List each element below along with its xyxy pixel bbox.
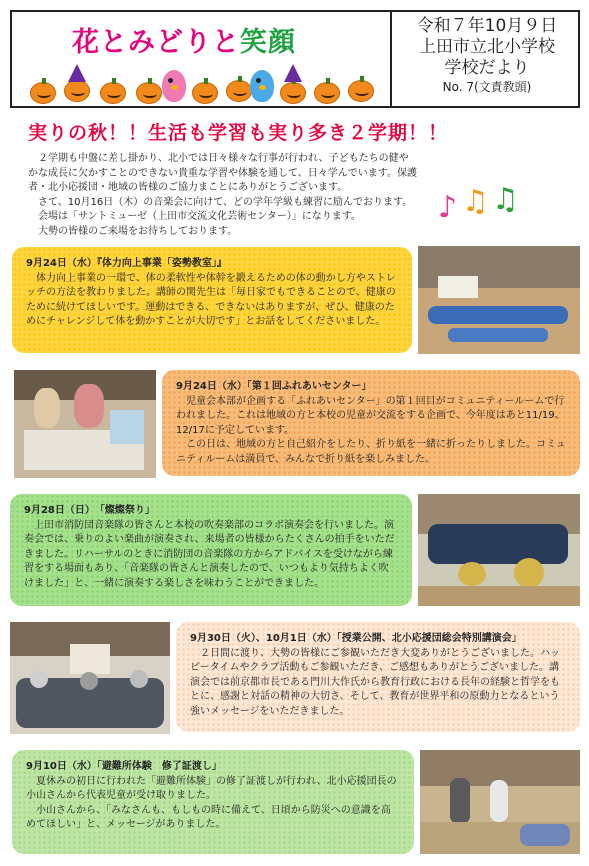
pumpkin-icon — [30, 82, 56, 104]
newsletter-subtitle: 学校だより — [444, 58, 530, 78]
photo-lecture — [10, 622, 170, 734]
witch-hat-icon — [284, 64, 302, 82]
article-body: 小山さんから、「みなさんも、もしもの時に備えて、日頃から防災への意識を高めてほしい」と、メッセージがありました。 — [26, 804, 391, 830]
pumpkin-icon — [64, 80, 90, 102]
article-sansan-festival — [10, 494, 412, 606]
masthead — [10, 10, 580, 108]
article-physical-education — [12, 247, 412, 353]
bluebird-icon — [250, 70, 274, 102]
article-body: 夏休みの初日に行われた「避難所体験」の修了証渡しが行われ、北小応援団長の小山さんから代表児童が受け取りました。 — [26, 775, 397, 801]
intro-paragraph: 大勢の皆様のご来場をお待ちしております。 — [38, 225, 238, 237]
title-part-1: 花とみどりと — [72, 27, 240, 58]
photo-fureai-center — [14, 370, 156, 478]
article-title: 9月24日（水）「第１回ふれあいセンター」 — [176, 381, 372, 392]
issue-number: No. 7(文責教頭) — [442, 80, 532, 94]
article-title: 9月28日（日） 「燦燦祭り」 — [24, 505, 155, 516]
article-body: ２日間に渡り、大勢の皆様にご参観いただき大変ありがとうございました。ハッピータイムやクラブ活動もご参観いただき、ご感想もありがとうございました。講演会では前京都市長である門川大作氏から教育行政における長年の経験と哲学をもとに、感謝と対話の精神の大切さ、そして、教育が世界平和の原動力となるという強いメッセージをいただきました。 — [190, 647, 560, 717]
pumpkin-icon — [348, 80, 374, 102]
article-shelter-certificate — [12, 750, 414, 854]
title-part-2: 笑顔 — [240, 27, 296, 58]
music-notes-icon: ♪ ♫ ♫ — [438, 182, 519, 225]
article-title: 9月24日（水）『体力向上事業「姿勢教室」』 — [26, 258, 227, 269]
intro-paragraph: ２学期も中盤に差し掛かり、北小では日々様々な行事が行われ、子どもたちの健やかな成長に欠かすことのできない貴重な学習や体験を通して、日々学んでいます。保護者・北小応援団・地域の皆様のご協力まことにありがとうございます。 — [28, 153, 417, 193]
intro-paragraph: 会場は「サントミューゼ（上田市交流文化芸術センター）」になります。 — [38, 211, 361, 222]
photo-posture-class — [418, 246, 580, 354]
article-open-class-lecture — [176, 622, 580, 732]
article-title: 9月30日（火）、10月1日（水）「授業公開、北小応援団総会特別講演会」 — [190, 633, 522, 644]
school-info — [394, 16, 580, 96]
article-body: 体力向上事業の一環で、体の柔軟性や体幹を鍛えるための体の動かし方やストレッチの方法を教わりました。講師の関先生は「毎日家でもできることので、健康のために続けてほしいです。運動はできる、できないはありますが、ぜひ、健康のためにチャレンジして体を動かすことが大切です」とお話をしてくださいました。 — [26, 272, 396, 327]
newsletter-title — [72, 20, 296, 59]
pumpkin-icon — [314, 82, 340, 104]
school-name: 上田市立北小学校 — [419, 37, 555, 57]
pumpkin-icon — [192, 82, 218, 104]
pumpkin-icon — [226, 80, 252, 102]
issue-date: 令和７年10月９日 — [416, 16, 558, 36]
witch-hat-icon — [68, 64, 86, 82]
article-fureai-center — [162, 370, 580, 476]
masthead-divider — [390, 12, 392, 108]
pumpkin-icon — [100, 82, 126, 104]
article-body: この日は、地域の方と自己紹介をしたり、折り紙を一緒に折ったりしました。コミュニティルームは満員で、みんなで折り紙を楽しみました。 — [176, 439, 566, 465]
intro-text — [28, 152, 418, 239]
photo-band-concert — [418, 494, 580, 606]
article-body: 児童会本部が企画する「ふれあいセンター」の第１回目がコミュニティールームで行われました。これは地域の方と本校の児童が交流をする企画で、今年度はあと11/19、12/17に予定しています。 — [176, 395, 565, 436]
pumpkin-icon — [136, 82, 162, 104]
photo-certificate-ceremony — [420, 750, 580, 854]
article-body: 上田市消防団音楽隊の皆さんと本校の吹奏楽部のコラボ演奏会を行いました。演奏会では、乗りのよい楽曲が演奏され、来場者の皆様からたくさんの拍手をいただきました。リハーサルのときに消防団の音楽隊の方からアドバイスを受けながら練習をする場面もあり、「音楽隊の皆さんと演奏したので、いつもより気持ちよく吹けました」と、一緒に演奏する楽しさを味わうことができました。 — [24, 519, 395, 589]
intro-paragraph: さて、10月16日（木）の音楽会に向けて、どの学年学級も練習に励んでおります。 — [38, 196, 413, 208]
headline: 実りの秋！！生活も学習も実り多き２学期！！ — [28, 122, 449, 144]
pink-bird-icon — [162, 70, 186, 102]
article-title: 9月10日（水）「避難所体験 修了証渡し」 — [26, 761, 222, 772]
pumpkin-icon — [280, 82, 306, 104]
